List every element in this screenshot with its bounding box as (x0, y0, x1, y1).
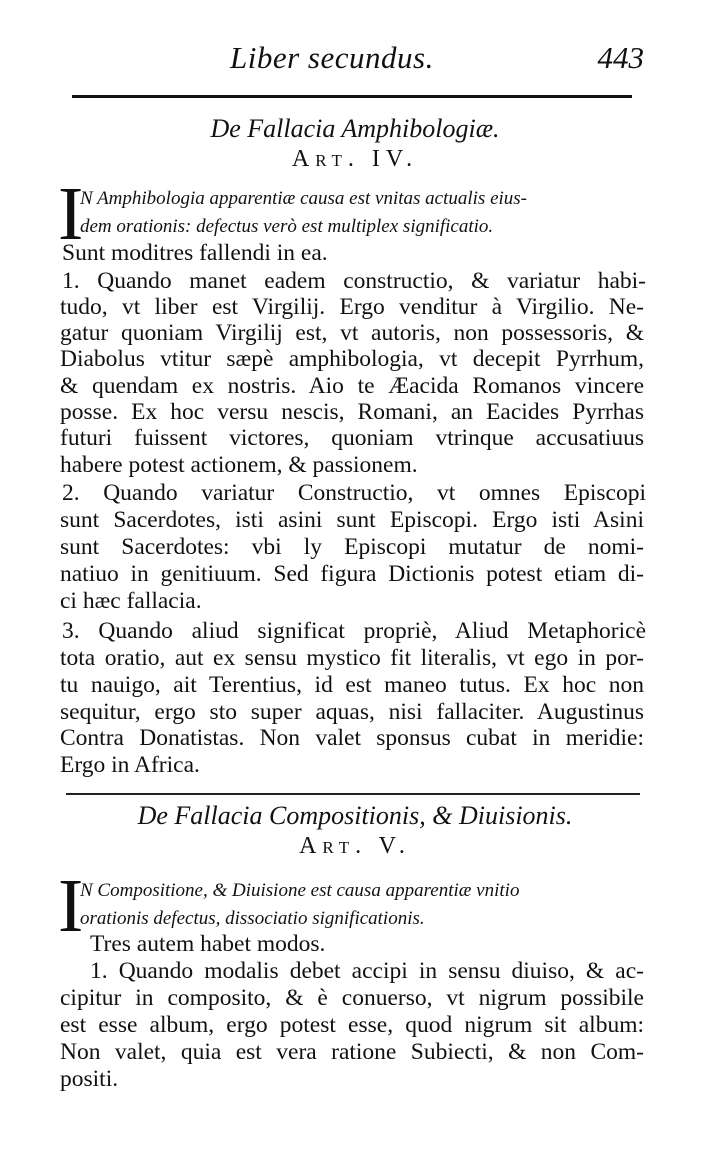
definition-line: orationis defectus, dissociatio significationis. (80, 908, 425, 929)
drop-cap: I (58, 172, 84, 256)
section-title-compositionis: De Fallacia Compositionis, & Diuisionis. (137, 801, 573, 830)
definition-line: N Amphibologia apparentiæ causa est vnitas actualis eius- (80, 188, 528, 209)
text-line: Diabolus vtitur sæpè amphibologia, vt decepit Pyrrhum, (60, 346, 644, 372)
text-line: natiuo in genitiuum. Sed figura Dictionis potest etiam di- (60, 561, 644, 587)
article-label-v: Art. V. (299, 833, 411, 859)
text-line: 3. Quando aliud significat propriè, Aliud Metaphoricè (62, 618, 646, 644)
text-line: ci hæc fallacia. (60, 588, 202, 614)
text-line: sequitur, ergo sto super aquas, nisi fallaciter. Augustinus (60, 699, 644, 725)
text-line: tu nauigo, ait Terentius, id est maneo tutus. Ex hoc non (60, 672, 644, 698)
text-line: futuri fuissent victores, quoniam vtrinque accusatiuus (60, 425, 644, 451)
text-line: tudo, vt liber est Virgilij. Ergo venditur à Virgilio. Ne- (60, 294, 644, 320)
text-line: posse. Ex hoc versu nescis, Romani, an Eacides Pyrrhas (60, 399, 644, 425)
definition-line: N Compositione, & Diuisione est causa apparentiæ vnitio (80, 880, 520, 901)
page-number: 443 (597, 40, 644, 75)
header-rule (72, 95, 632, 98)
text-line: sunt Sacerdotes: vbi ly Episcopi mutatur de nomi- (60, 534, 644, 560)
text-line: 2. Quando variatur Constructio, vt omnes Episcopi (62, 480, 646, 506)
definition-line: dem orationis: defectus verò est multiplex significatio. (80, 216, 494, 237)
section-divider (66, 793, 640, 795)
text-line: positi. (60, 1066, 119, 1092)
text-line: cipitur in composito, & è conuerso, vt nigrum possibile (60, 985, 644, 1011)
text-line: gatur quoniam Virgilij est, vt autoris, non possessoris, & (60, 320, 644, 346)
text-line: Tres autem habet modos. (90, 931, 326, 957)
text-line: Contra Donatistas. Non valet sponsus cubat in meridie: (60, 725, 644, 751)
text-line: tota oratio, aut ex sensu mystico fit literalis, vt ego in por- (60, 645, 644, 671)
text-line: Ergo in Africa. (60, 752, 200, 778)
section-title-amphibologia: De Fallacia Amphibologiæ. (210, 114, 500, 143)
text-line: Non valet, quia est vera ratione Subiecti, & non Com- (60, 1039, 644, 1065)
text-line: 1. Quando modalis debet accipi in sensu diuiso, & ac- (90, 958, 644, 984)
running-head-title: Liber secundus. (230, 40, 434, 75)
text-line: & quendam ex nostris. Aio te Æacida Romanos vincere (60, 373, 644, 399)
drop-cap: I (58, 864, 84, 948)
text-line: sunt Sacerdotes, isti asini sunt Episcopi. Ergo isti Asini (60, 507, 644, 533)
article-label-iv: Art. IV. (291, 146, 419, 172)
text-line: habere potest actionem, & passionem. (60, 452, 418, 478)
running-head (60, 38, 650, 82)
text-line: 1. Quando manet eadem constructio, & variatur habi- (62, 268, 646, 294)
text-line: est esse album, ergo potest esse, quod nigrum sit album: (60, 1012, 644, 1038)
text-line: Sunt moditres fallendi in ea. (62, 240, 328, 266)
